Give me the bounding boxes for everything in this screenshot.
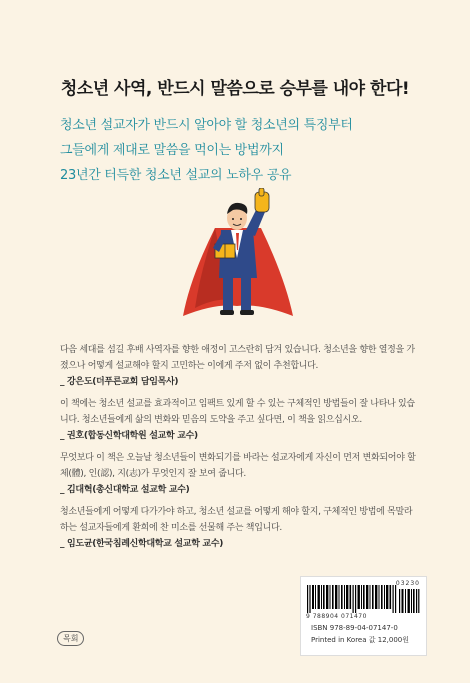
endorsement-author: _ 임도균(한국침례신학대학교 설교학 교수) xyxy=(60,539,224,549)
barcode-bars xyxy=(307,585,420,613)
headline: 청소년 사역, 반드시 말씀으로 승부를 내야 한다! xyxy=(60,79,410,99)
endorsement xyxy=(60,396,420,444)
endorsement-text: 이 책에는 청소년 설교를 효과적이고 임팩트 있게 할 수 있는 구체적인 방법들이 잘 나타나 있습니다. 청소년들에게 삶의 변화와 믿음의 도약을 주고 싶다면, 이 책을 읽으십시오. xyxy=(60,399,415,425)
isbn-text: ISBN 978-89-04-07147-0 xyxy=(311,624,398,632)
endorsement-text: 청소년들에게 어떻게 다가가야 하고, 청소년 설교를 어떻게 해야 할지, 구체적인 방법에 목말라하는 설교자들에게 환희에 찬 미소를 선물해 주는 책입니다. xyxy=(60,507,413,533)
tagline-line: 청소년 설교자가 반드시 알아야 할 청소년의 특징부터 xyxy=(60,118,353,133)
endorsement xyxy=(60,450,420,498)
price-line: Printed in Korea 값 12,000원 xyxy=(311,636,409,644)
endorsement-author: _ 권호(합동신학대학원 설교학 교수) xyxy=(60,431,198,441)
endorsement xyxy=(60,504,420,552)
isbn-barcode xyxy=(300,576,427,656)
endorsement-author: _ 김대혁(총신대학교 설교학 교수) xyxy=(60,485,190,495)
endorsement-text: 무엇보다 이 책은 오늘날 청소년들이 변화되기를 바라는 설교자에게 자신이 먼저 변화되어야 할 체(體), 인(認), 지(志)가 무엇인지 잘 보여 줍니다. xyxy=(60,453,416,479)
tagline-line: 그들에게 제대로 말씀을 먹이는 방법까지 xyxy=(60,143,284,158)
endorsements xyxy=(60,342,420,558)
tagline-line: 23년간 터득한 청소년 설교의 노하우 공유 xyxy=(60,168,292,183)
barcode-addon-number: 03230 xyxy=(395,580,420,587)
tagline xyxy=(60,113,353,188)
category-badge: 목회 xyxy=(57,631,84,646)
endorsement-text: 다음 세대를 섬길 후배 사역자를 향한 애정이 고스란히 담겨 있습니다. 청소년을 향한 열정을 가졌으나 어떻게 설교해야 할지 고민하는 이에게 주저 없이 추천합니다. xyxy=(60,345,415,371)
endorsement xyxy=(60,342,420,390)
superhero-preacher-holding-bible-icon xyxy=(175,188,300,323)
endorsement-author: _ 강은도(더푸른교회 담임목사) xyxy=(60,377,179,387)
barcode-number: 9 788904 071470 xyxy=(306,613,367,620)
